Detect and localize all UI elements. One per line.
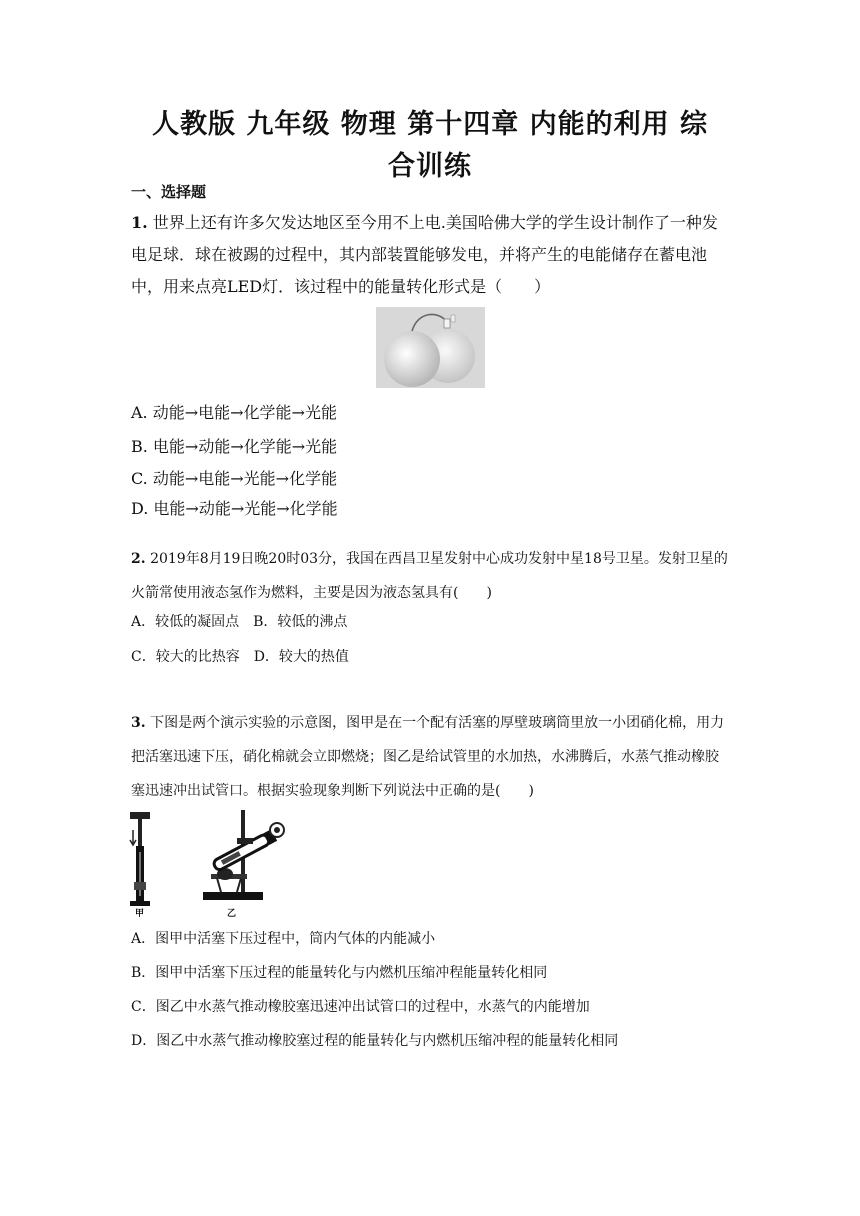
question-1 bbox=[131, 207, 731, 303]
figure-label-yi: 乙 bbox=[227, 909, 237, 919]
test-tube-stand-figure bbox=[197, 810, 289, 906]
q3-option-a: A．图甲中活塞下压过程中，筒内气体的内能减小 bbox=[131, 931, 436, 947]
question-number: 2. bbox=[131, 551, 146, 567]
q1-option-d: D. 电能→动能→光能→化学能 bbox=[131, 499, 338, 518]
q3-option-c: C．图乙中水蒸气推动橡胶塞迅速冲出试管口的过程中，水蒸气的内能增加 bbox=[131, 999, 590, 1015]
title-line-1: 人教版 九年级 物理 第十四章 内能的利用 综 bbox=[152, 109, 708, 140]
question-text: 世界上还有许多欠发达地区至今用不上电.美国哈佛大学的学生设计制作了一种发电足球．球在被踢的过程中，其内部装置能够发电，并将产生的电能储存在蓄电池中，用来点亮LED灯．该过程中的能量转化形式是（ ） bbox=[131, 213, 718, 296]
question-text: 下图是两个演示实验的示意图，图甲是在一个配有活塞的厚壁玻璃筒里放一小团硝化棉，用力把活塞迅速下压，硝化棉就会立即燃烧；图乙是给试管里的水加热，水沸腾后，水蒸气推动橡胶塞迅速冲出试管口。根据实验现象判断下列说法中正确的是( ) bbox=[131, 715, 725, 799]
q3-option-b: B．图甲中活塞下压过程的能量转化与内燃机压缩冲程能量转化相同 bbox=[131, 965, 548, 981]
figure-label-jia: 甲 bbox=[135, 909, 145, 919]
question-text: 2019年8月19日晚20时03分，我国在西昌卫星发射中心成功发射中星18号卫星。发射卫星的火箭常使用液态氢作为燃料，主要是因为液态氢具有( ) bbox=[131, 551, 728, 601]
section-heading: 一、选择题 bbox=[131, 183, 207, 201]
question-3 bbox=[131, 706, 731, 808]
question-number: 1. bbox=[131, 213, 148, 232]
piston-cylinder-figure bbox=[128, 812, 154, 908]
question-2 bbox=[131, 542, 731, 610]
football-generator-image bbox=[376, 307, 485, 388]
q2-options-row-2: C．较大的比热容 D．较大的热值 bbox=[131, 649, 349, 665]
q3-option-d: D．图乙中水蒸气推动橡胶塞过程的能量转化与内燃机压缩冲程的能量转化相同 bbox=[131, 1033, 619, 1049]
q1-option-a: A. 动能→电能→化学能→光能 bbox=[131, 403, 337, 422]
title-line-2: 合训练 bbox=[388, 151, 472, 182]
q2-options-row-1: A．较低的凝固点 B．较低的沸点 bbox=[131, 614, 348, 630]
document-title bbox=[120, 104, 740, 188]
q1-option-c: C. 动能→电能→光能→化学能 bbox=[131, 469, 338, 488]
question-number: 3. bbox=[131, 715, 146, 731]
q1-option-b: B. 电能→动能→化学能→光能 bbox=[131, 437, 338, 456]
